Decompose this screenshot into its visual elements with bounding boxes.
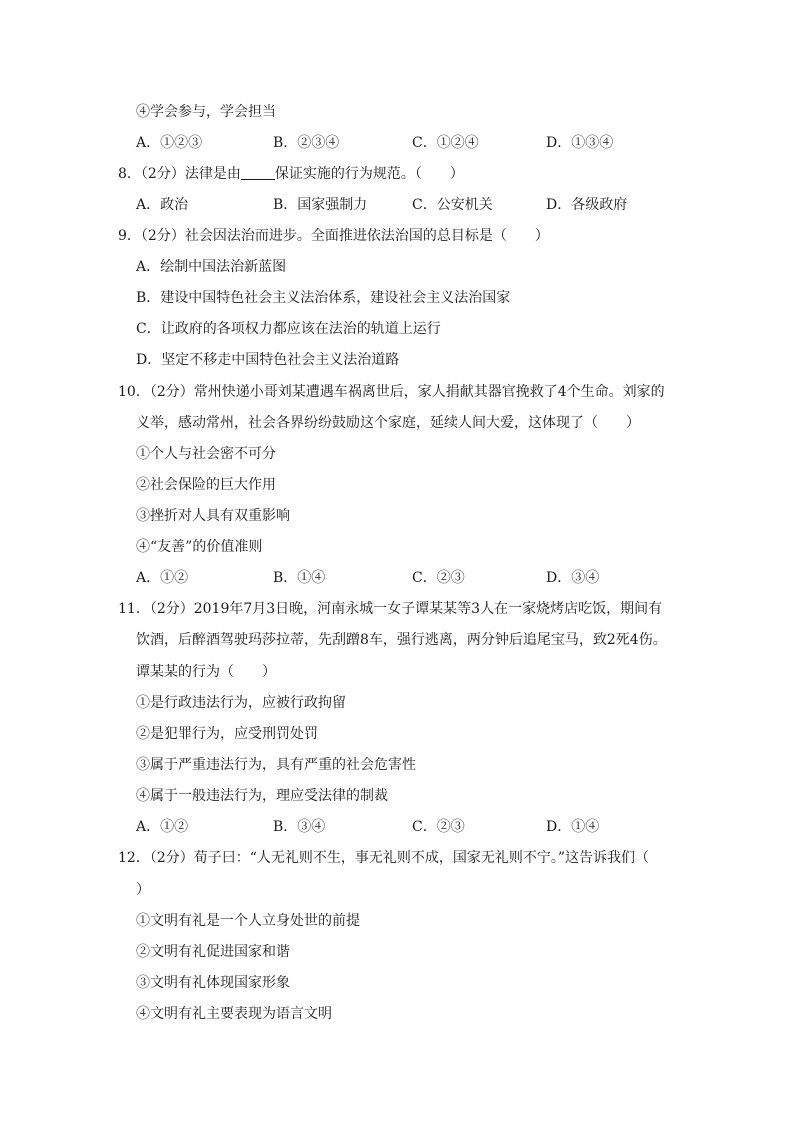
q11-options (136, 817, 656, 837)
q11-stem-line3: 谭某某的行为（ ） (136, 664, 276, 680)
q11-option-b: B．③④ (273, 819, 326, 835)
q12-stem-line2: ） (136, 882, 150, 898)
q11-item-1: ①是行政违法行为，应被行政拘留 (136, 695, 346, 711)
q9-option-d: D．坚定不移走中国特色社会主义法治道路 (136, 352, 400, 368)
q12-item-1: ①文明有礼是一个人立身处世的前提 (136, 913, 360, 929)
q7-option-c: C．①②④ (412, 135, 479, 151)
q7-option-a: A．①②③ (136, 135, 203, 151)
q8-stem-after: 保证实施的行为规范。（ ） (274, 166, 464, 182)
q7-option-d: D．①③④ (546, 135, 614, 151)
q11-option-a: A．①② (136, 819, 189, 835)
q12-stem-line1: 12．（2分）荀子曰：“人无礼则不生，事无礼则不成，国家无礼则不宁。”这告诉我们（ (118, 850, 650, 866)
q10-item-1: ①个人与社会密不可分 (136, 446, 276, 462)
q11-stem-line2: 饮酒，后醉酒驾驶玛莎拉蒂，先刮蹭8车，强行逃离，两分钟后追尾宝马，致2死4伤。 (136, 632, 667, 648)
q11-item-3: ③属于严重违法行为，具有严重的社会危害性 (136, 757, 416, 773)
q10-item-3: ③挫折对人具有双重影响 (136, 508, 290, 524)
q10-option-a: A．①② (136, 570, 189, 586)
q8-option-a: A．政治 (136, 197, 189, 213)
q8-stem (118, 164, 464, 184)
q12-item-4: ④文明有礼主要表现为语言文明 (136, 1006, 332, 1022)
q8-option-b: B．国家强制力 (273, 197, 368, 213)
q8-option-d: D．各级政府 (546, 197, 628, 213)
q7-option-b: B．②③④ (273, 135, 340, 151)
q12-item-3: ③文明有礼体现国家形象 (136, 975, 290, 991)
q10-options (136, 568, 656, 588)
q9-option-a: A．绘制中国法治新蓝图 (136, 259, 287, 275)
q8-blank (241, 165, 275, 180)
q11-item-2: ②是犯罪行为，应受刑罚处罚 (136, 726, 318, 742)
q10-item-4: ④“友善”的价值准则 (136, 539, 263, 555)
q10-stem-line2: 义举，感动常州，社会各界纷纷鼓励这个家庭，延续人间大爱，这体现了（ ） (136, 415, 640, 431)
q10-option-c: C．②③ (412, 570, 465, 586)
q11-item-4: ④属于一般违法行为，理应受法律的制裁 (136, 788, 388, 804)
q11-option-d: D．①④ (546, 819, 600, 835)
q11-stem-line1: 11．（2分）2019年7月3日晚，河南永城一女子谭某某等3人在一家烧烤店吃饭，期间有 (118, 601, 663, 617)
q10-stem-line1: 10．（2分）常州快递小哥刘某遭遇车祸离世后，家人捐献其器官挽救了4个生命。刘家的 (118, 384, 665, 400)
q12-item-2: ②文明有礼促进国家和谐 (136, 944, 290, 960)
q10-option-b: B．①④ (273, 570, 326, 586)
q11-option-c: C．②③ (412, 819, 465, 835)
q7-item-4: ④学会参与，学会担当 (136, 104, 276, 120)
q10-option-d: D．③④ (546, 570, 600, 586)
q8-options (136, 195, 656, 215)
q8-stem-before: 8．（2分）法律是由 (118, 166, 241, 182)
q10-item-2: ②社会保险的巨大作用 (136, 477, 276, 493)
q7-options (136, 133, 656, 153)
q8-option-c: C．公安机关 (412, 197, 493, 213)
q9-option-b: B．建设中国特色社会主义法治体系，建设社会主义法治国家 (136, 290, 511, 306)
q9-stem: 9．（2分）社会因法治而进步。全面推进依法治国的总目标是（ ） (118, 228, 549, 244)
q9-option-c: C．让政府的各项权力都应该在法治的轨道上运行 (136, 321, 441, 337)
